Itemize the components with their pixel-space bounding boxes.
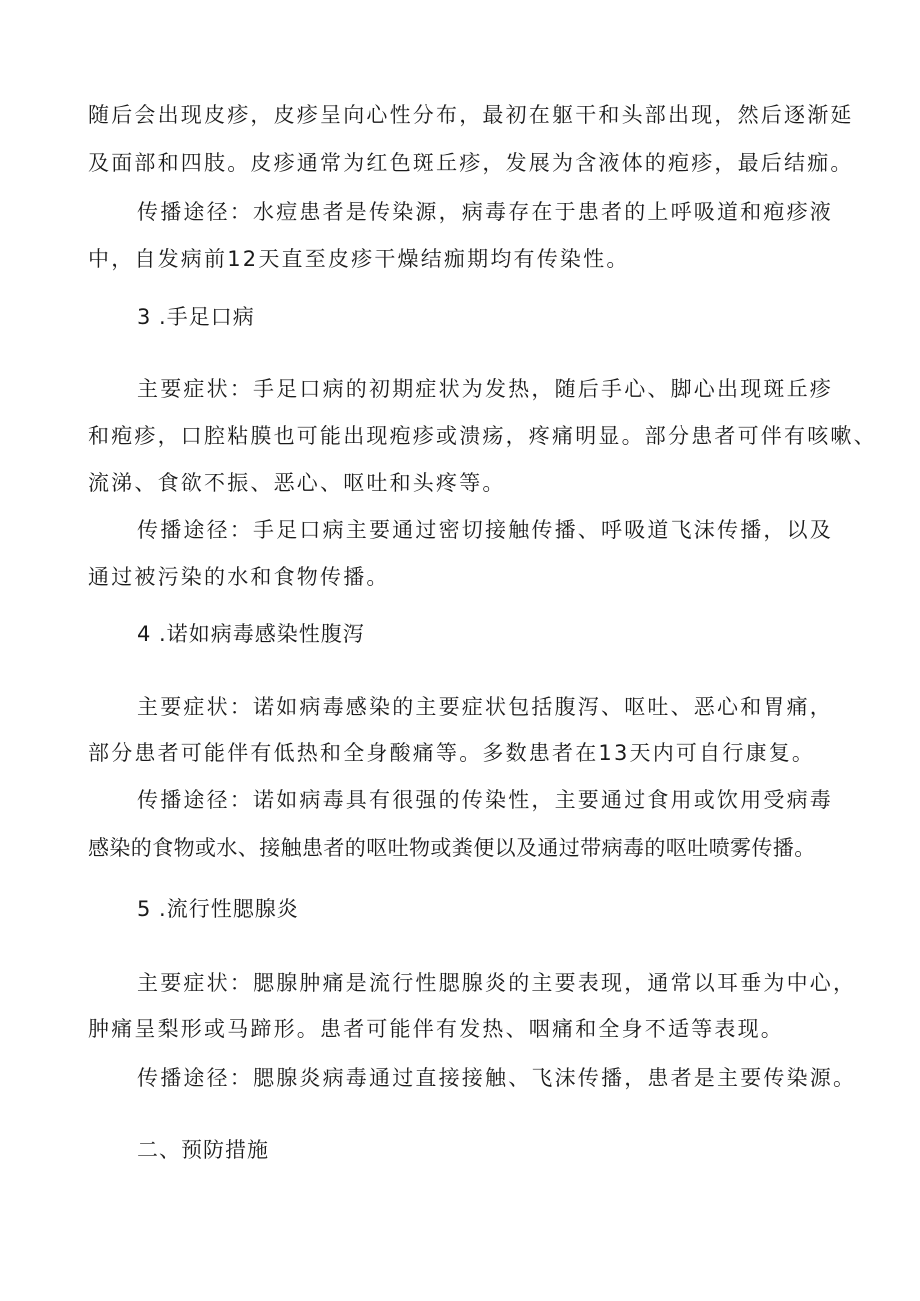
paragraph-line: 随后会出现皮疹，皮疹呈向心性分布，最初在躯干和头部出现，然后逐渐延	[88, 103, 854, 127]
section-heading: 4 .诺如病毒感染性腹泻	[137, 622, 365, 646]
paragraph-line: 传播途径：诺如病毒具有很强的传染性，主要通过食用或饮用受病毒	[137, 788, 833, 812]
paragraph-line: 和疱疹，口腔粘膜也可能出现疱疹或溃疡，疼痛明显。部分患者可伴有咳嗽、	[88, 424, 877, 448]
paragraph-line: 主要症状：腮腺肿痛是流行性腮腺炎的主要表现，通常以耳垂为中心，	[137, 971, 857, 995]
paragraph-line: 传播途径：腮腺炎病毒通过直接接触、飞沫传播，患者是主要传染源。	[137, 1066, 857, 1090]
paragraph-line: 主要症状：诺如病毒感染的主要症状包括腹泻、呕吐、恶心和胃痛，	[137, 695, 833, 719]
paragraph-line: 及面部和四肢。皮疹通常为红色斑丘疹，发展为含液体的疱疹，最后结痂。	[88, 151, 854, 175]
paragraph-line: 传播途径：水痘患者是传染源，病毒存在于患者的上呼吸道和疱疹液	[137, 200, 833, 224]
section-heading: 5 .流行性腮腺炎	[137, 897, 299, 921]
paragraph-line: 中，自发病前12天直至皮疹干燥结痂期均有传染性。	[88, 247, 630, 271]
section-heading: 二、预防措施	[137, 1138, 269, 1162]
paragraph-line: 部分患者可能伴有低热和全身酸痛等。多数患者在13天内可自行康复。	[88, 741, 816, 765]
paragraph-line: 肿痛呈梨形或马蹄形。患者可能伴有发热、咽痛和全身不适等表现。	[88, 1017, 784, 1041]
paragraph-line: 传播途径：手足口病主要通过密切接触传播、呼吸道飞沫传播，以及	[137, 518, 833, 542]
paragraph-line: 流涕、食欲不振、恶心、呕吐和头疼等。	[88, 471, 506, 495]
paragraph-line: 主要症状：手足口病的初期症状为发热，随后手心、脚心出现斑丘疹	[137, 377, 833, 401]
paragraph-line: 感染的食物或水、接触患者的呕吐物或粪便以及通过带病毒的呕吐喷雾传播。	[88, 836, 816, 860]
paragraph-line: 通过被污染的水和食物传播。	[88, 565, 390, 589]
section-heading: 3 .手足口病	[137, 305, 255, 329]
